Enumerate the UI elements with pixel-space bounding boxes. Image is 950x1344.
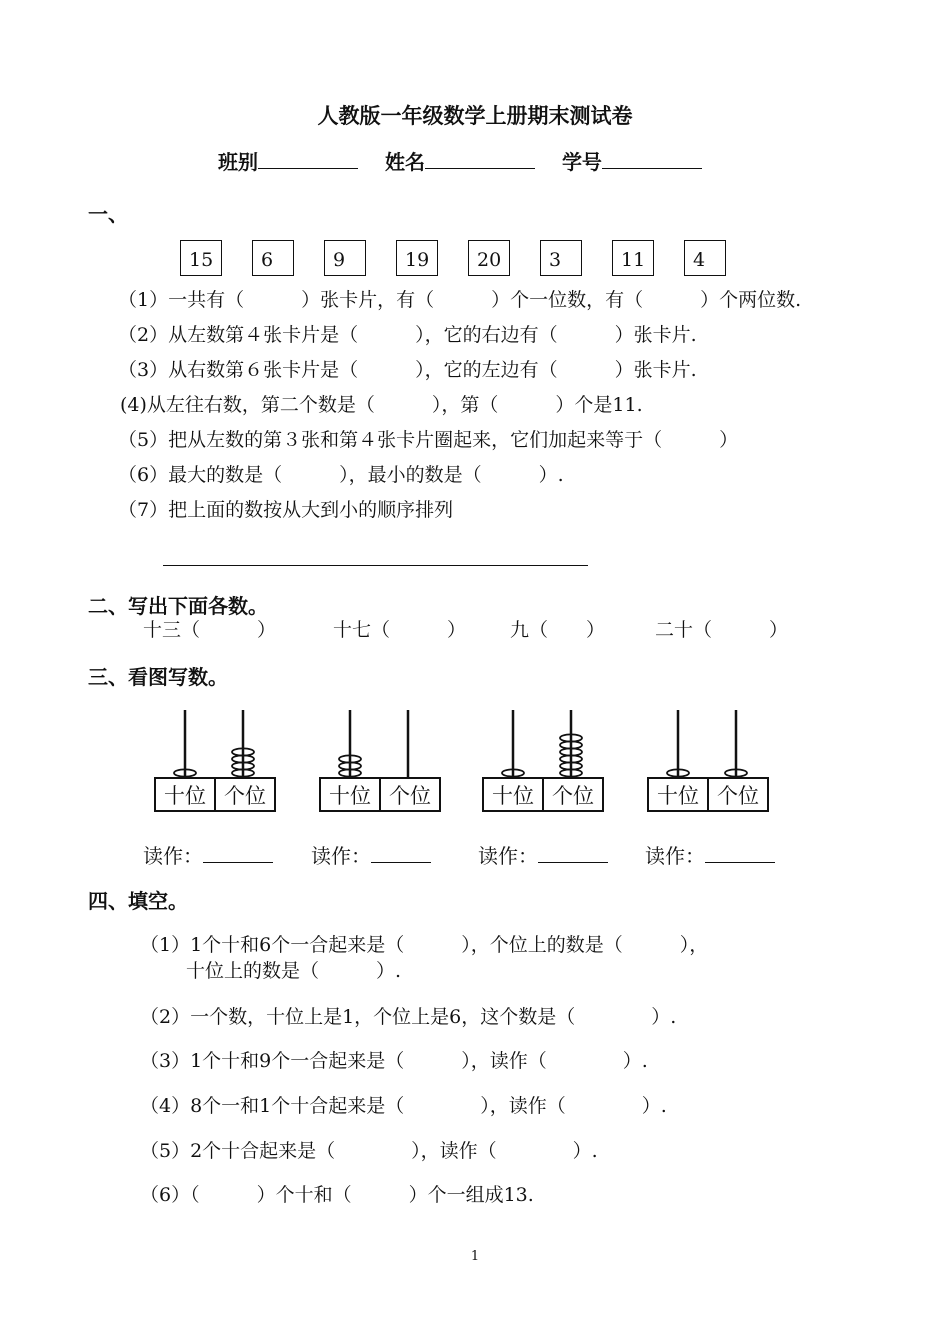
tens-label: 十位 bbox=[657, 784, 699, 808]
write-number-item: 十三（ ） bbox=[143, 619, 277, 641]
id-label: 学号 bbox=[561, 150, 602, 174]
section2-heading: 二、写出下面各数。 bbox=[88, 594, 268, 618]
number-card: 6 bbox=[252, 240, 294, 276]
number-card: 15 bbox=[180, 240, 222, 276]
question-4-1: （1）1个十和6个一合起来是（ ），个位上的数是（ ）， bbox=[140, 934, 709, 956]
section1-heading: 一、 bbox=[88, 202, 128, 226]
section3-heading: 三、看图写数。 bbox=[88, 665, 228, 689]
read-as-3 bbox=[478, 840, 608, 869]
abacus-group bbox=[150, 700, 790, 820]
question-1-5: （5）把从左数的第３张和第４张卡片圈起来，它们加起来等于（ ） bbox=[118, 429, 739, 451]
number-card: 3 bbox=[540, 240, 582, 276]
ones-label: 个位 bbox=[552, 784, 594, 808]
question-1-4: (4)从左往右数，第二个数是（ ），第（ ）个是11. bbox=[120, 394, 643, 416]
name-blank[interactable] bbox=[425, 148, 535, 169]
write-number-item: 九（ ） bbox=[510, 619, 606, 641]
read-label: 读作： bbox=[143, 844, 203, 868]
ones-label: 个位 bbox=[717, 784, 759, 808]
question-4-6: （6）（ ）个十和（ ）个一组成13. bbox=[140, 1184, 534, 1206]
class-blank[interactable] bbox=[258, 148, 358, 169]
question-4-4: （4）8个一和1个十合起来是（ ），读作（ ）. bbox=[140, 1095, 667, 1117]
question-4-1-cont: 十位上的数是（ ）. bbox=[186, 960, 402, 982]
read-as-4 bbox=[645, 840, 775, 869]
number-card: 11 bbox=[612, 240, 654, 276]
read-blank[interactable] bbox=[371, 844, 431, 863]
class-label: 班别 bbox=[218, 150, 258, 174]
question-1-1: （1）一共有（ ）张卡片，有（ ）个一位数，有（ ）个两位数. bbox=[118, 289, 802, 311]
abacus bbox=[155, 710, 275, 811]
read-blank[interactable] bbox=[538, 844, 608, 863]
question-4-3: （3）1个十和9个一合起来是（ ），读作（ ）. bbox=[140, 1050, 648, 1072]
write-number-item: 二十（ ） bbox=[655, 619, 789, 641]
number-card: 19 bbox=[396, 240, 438, 276]
page-number: 1 bbox=[470, 1249, 480, 1264]
student-info bbox=[218, 146, 702, 175]
write-number-item: 十七（ ） bbox=[333, 619, 467, 641]
id-blank[interactable] bbox=[602, 148, 702, 169]
read-as-1 bbox=[143, 840, 273, 869]
read-label: 读作： bbox=[478, 844, 538, 868]
ones-label: 个位 bbox=[389, 784, 431, 808]
ones-label: 个位 bbox=[224, 784, 266, 808]
section4-heading: 四、填空。 bbox=[88, 889, 188, 913]
question-4-5: （5）2个十合起来是（ ），读作（ ）. bbox=[140, 1140, 598, 1162]
question-1-2: （2）从左数第４张卡片是（ ），它的右边有（ ）张卡片. bbox=[118, 324, 697, 346]
name-label: 姓名 bbox=[384, 150, 425, 174]
abacus bbox=[648, 710, 768, 811]
tens-label: 十位 bbox=[164, 784, 206, 808]
number-card: 20 bbox=[468, 240, 510, 276]
question-1-3: （3）从右数第６张卡片是（ ），它的左边有（ ）张卡片. bbox=[118, 359, 697, 381]
abacus bbox=[320, 710, 440, 811]
read-blank[interactable] bbox=[705, 844, 775, 863]
read-as-2 bbox=[311, 840, 431, 869]
page-title: 人教版一年级数学上册期末测试卷 bbox=[317, 103, 633, 128]
read-label: 读作： bbox=[311, 844, 371, 868]
tens-label: 十位 bbox=[329, 784, 371, 808]
read-label: 读作： bbox=[645, 844, 705, 868]
question-4-2: （2）一个数，十位上是1，个位上是6，这个数是（ ）. bbox=[140, 1006, 677, 1028]
read-blank[interactable] bbox=[203, 844, 273, 863]
number-card: 4 bbox=[684, 240, 726, 276]
question-1-7: （7）把上面的数按从大到小的顺序排列 bbox=[118, 499, 454, 521]
abacus bbox=[483, 710, 603, 811]
number-card: 9 bbox=[324, 240, 366, 276]
answer-line[interactable] bbox=[163, 565, 588, 566]
tens-label: 十位 bbox=[492, 784, 534, 808]
question-1-6: （6）最大的数是（ ），最小的数是（ ）. bbox=[118, 464, 564, 486]
